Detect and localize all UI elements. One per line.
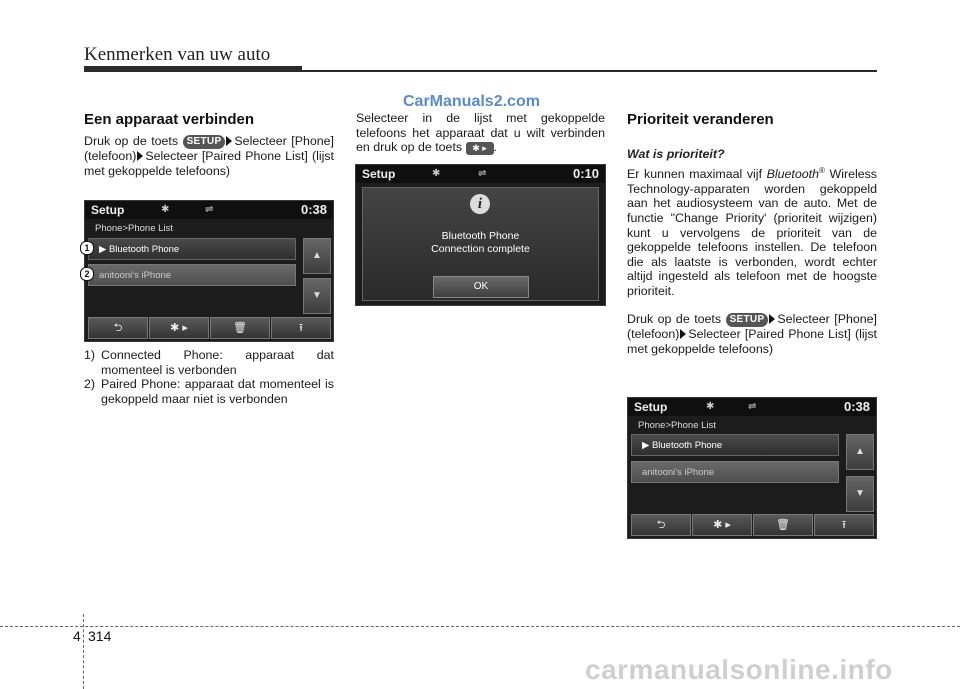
watermark-bottom[interactable]: carmanualsonline.info (585, 654, 893, 685)
popup-line-1: Bluetooth Phone (441, 230, 520, 242)
usb-icon: ⇌ (205, 204, 214, 215)
arrow-right-icon (137, 151, 143, 161)
scroll-up-button[interactable]: ▲ (846, 434, 874, 470)
header-rule-thin (302, 70, 877, 72)
chapter-number: 4 (73, 628, 81, 644)
screen-clock: 0:38 (843, 399, 870, 414)
breadcrumb: Phone>Phone List (95, 223, 173, 234)
bluetooth-icon: ✱ (161, 204, 170, 215)
list-item-connected[interactable]: ▶ Bluetooth Phone (88, 238, 296, 260)
screen-phone-list-2 (627, 397, 877, 539)
ok-button[interactable]: OK (433, 276, 529, 298)
priority-paragraph: Er kunnen maximaal vijf Bluetooth® Wireless Technology-apparaten worden gekoppeld aan het audiosysteem van de auto. Met de functie "Change Priority' (prioriteit wijzigen) kunt u vervolgens de prioriteit van de gekoppelde telefoons instellen. De telefoon die als laatste is verbonden, wordt echter altijd ingesteld als telefoon met de hoogste prioriteit. (627, 166, 877, 298)
instruction-paragraph: Druk op de toets SETUP Selecteer [Phone] (telefoon) Selecteer [Paired Phone List] (lijst met gekoppelde telefoons) (84, 134, 334, 178)
screen-clock: 0:10 (572, 166, 599, 181)
column-3 (627, 111, 877, 357)
callout-1: 1 (80, 241, 94, 255)
scroll-down-button[interactable]: ▼ (303, 278, 331, 314)
screen-status-bar (85, 201, 333, 219)
legend-list (84, 348, 334, 406)
arrow-right-icon (769, 314, 775, 324)
setup-key-icon: SETUP (726, 313, 769, 327)
bluetooth-icon: ✱ (706, 401, 715, 412)
screen-phone-list (84, 200, 334, 342)
screen-title: Setup (91, 203, 125, 217)
popup-dialog (362, 187, 599, 301)
bt-connect-button[interactable]: ✱ ▸ (149, 317, 209, 339)
footer-rule (0, 626, 960, 627)
running-header: Kenmerken van uw auto (84, 44, 271, 65)
back-button[interactable]: ⮌ (631, 514, 691, 536)
arrow-right-icon (680, 329, 686, 339)
screen-title: Setup (362, 167, 396, 181)
subheading: Wat is prioriteit? (627, 147, 725, 161)
usb-icon: ⇌ (748, 401, 757, 412)
list-item-connected[interactable]: ▶ Bluetooth Phone (631, 434, 839, 456)
info-icon: i (470, 194, 490, 214)
breadcrumb: Phone>Phone List (638, 420, 716, 431)
delete-button[interactable]: 🗑 (210, 317, 270, 339)
footer-divider (83, 614, 84, 689)
list-item-paired[interactable]: anitooni's iPhone (631, 461, 839, 483)
back-button[interactable]: ⮌ (88, 317, 148, 339)
page-number: 314 (88, 628, 112, 644)
arrow-right-icon (226, 136, 232, 146)
setup-key-icon: SETUP (183, 135, 226, 149)
watermark-top[interactable]: CarManuals2.com (403, 93, 540, 110)
callout-2: 2 (80, 267, 94, 281)
scroll-down-button[interactable]: ▼ (846, 476, 874, 512)
usb-icon: ⇌ (478, 168, 487, 179)
instruction-paragraph-2: Druk op de toets SETUP Selecteer [Phone] (telefoon) Selecteer [Paired Phone List] (lijst met gekoppelde telefoons) (627, 312, 877, 357)
column-1 (84, 111, 334, 178)
move-top-button[interactable]: ⭱ (271, 317, 331, 339)
screen-clock: 0:38 (300, 202, 327, 217)
section-heading-connect: Een apparaat verbinden (84, 111, 255, 128)
bluetooth-key-icon: ✱ ▸ (466, 142, 494, 155)
bt-connect-button[interactable]: ✱ ▸ (692, 514, 752, 536)
bluetooth-icon: ✱ (432, 168, 441, 179)
screen-title: Setup (634, 400, 668, 414)
screen-status-bar (628, 398, 876, 416)
list-item: 1) Connected Phone: apparaat dat momenteel is verbonden (84, 348, 334, 377)
delete-button[interactable]: 🗑 (753, 514, 813, 536)
column-2-paragraph: Selecteer in de lijst met gekoppelde telefoons het apparaat dat u wilt verbinden en druk op de toets ✱ ▸ . (356, 111, 605, 155)
list-item-paired[interactable]: anitooni's iPhone (88, 264, 296, 286)
scroll-up-button[interactable]: ▲ (303, 238, 331, 274)
screen-status-bar (356, 165, 605, 183)
popup-line-2: Connection complete (431, 243, 530, 255)
header-rule-thick (84, 66, 302, 72)
list-item: 2) Paired Phone: apparaat dat momenteel is gekoppeld maar niet is verbonden (84, 377, 334, 406)
move-top-button[interactable]: ⭱ (814, 514, 874, 536)
section-heading-priority: Prioriteit veranderen (627, 111, 774, 128)
screen-connection-complete (355, 164, 606, 306)
